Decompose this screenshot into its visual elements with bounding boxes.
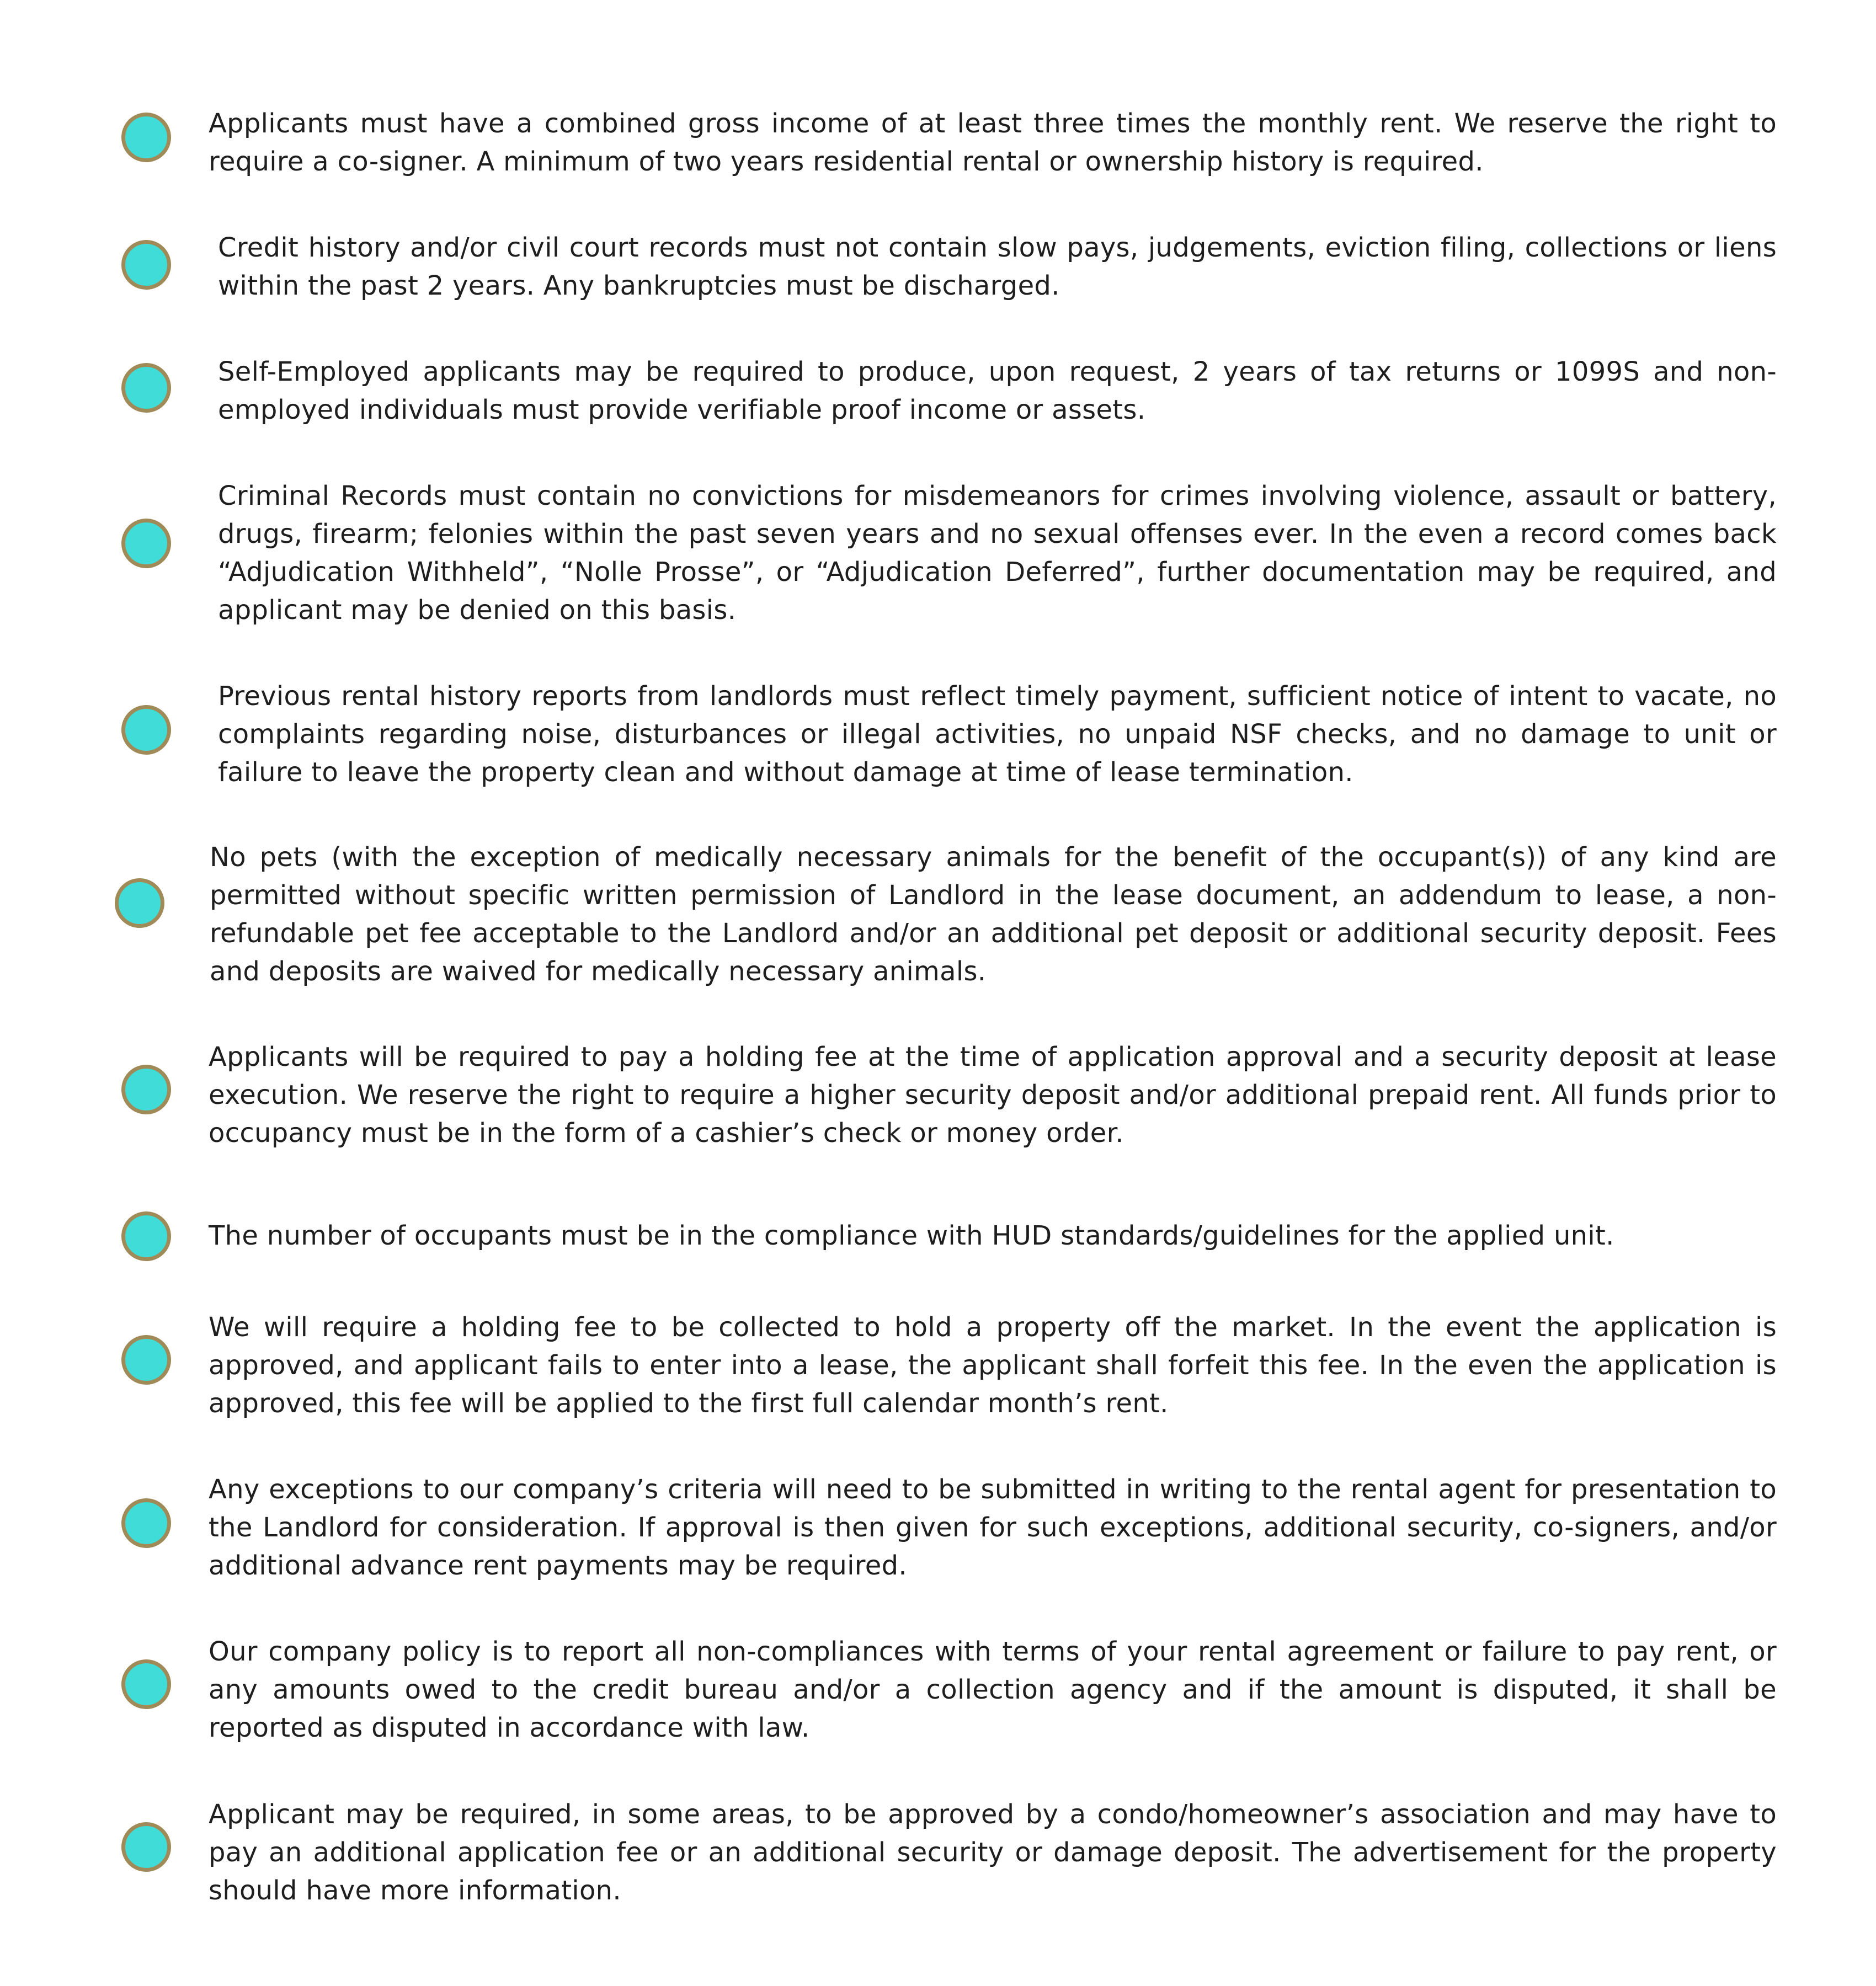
criteria-text: Criminal Records must contain no convictions for misdemeanors for crimes involving violence, assault or battery, drugs, firearm; felonies within the past seven years and no sexual offenses ever. In the even a record comes back “Adjudication Withheld”, “Nolle Prosse”, or “Adjudication Deferred”, further documentation may be required, and applicant may be denied on this basis. xyxy=(218,481,1777,626)
criteria-text: Credit history and/or civil court records must not contain slow pays, judgements, eviction filing, collections or liens within the past 2 years. Any bankruptcies must be discharged. xyxy=(218,232,1777,301)
criteria-text: Any exceptions to our company’s criteria will need to be submitted in writing to the rental agent for presentation to the Landlord for consideration. If approval is then given for such exceptions, additional security, co-signers, and/or additional advance rent payments may be required. xyxy=(209,1474,1777,1581)
bullet-icon xyxy=(121,1335,171,1385)
criteria-text: The number of occupants must be in the compliance with HUD standards/guidelines for the applied unit. xyxy=(209,1220,1614,1251)
criteria-text: No pets (with the exception of medically necessary animals for the benefit of the occupant(s)) of any kind are permitted without specific written permission of Landlord in the lease document, an addendum to lease, a non-refundable pet fee acceptable to the Landlord and/or an additional pet deposit or additional security deposit. Fees and deposits are waived for medically necessary animals. xyxy=(210,842,1777,987)
criteria-text: Self-Employed applicants may be required to produce, upon request, 2 years of tax returns or 1099S and non-employed individuals must provide verifiable proof income or assets. xyxy=(218,356,1777,425)
bullet-icon xyxy=(121,1659,171,1709)
bullet-icon xyxy=(121,1065,171,1114)
criteria-text: Applicants must have a combined gross income of at least three times the monthly rent. We reserve the right to require a co-signer. A minimum of two years residential rental or ownership history is required. xyxy=(209,108,1777,177)
criteria-text: Previous rental history reports from landlords must reflect timely payment, sufficient notice of intent to vacate, no complaints regarding noise, disturbances or illegal activities, no unpaid NSF checks, and no damage to unit or failure to leave the property clean and without damage at time of lease termination. xyxy=(218,681,1777,788)
bullet-icon xyxy=(121,113,171,162)
bullet-icon xyxy=(115,878,164,928)
bullet-icon xyxy=(121,1822,171,1872)
criteria-text: We will require a holding fee to be collected to hold a property off the market. In the event the application is approved, and applicant fails to enter into a lease, the applicant shall forfeit this fee. In the even the application is approved, this fee will be applied to the first full calendar month’s rent. xyxy=(209,1312,1777,1419)
bullet-icon xyxy=(121,363,171,413)
bullet-icon xyxy=(121,240,171,290)
bullet-icon xyxy=(121,519,171,568)
criteria-text: Applicant may be required, in some areas, to be approved by a condo/homeowner’s association and may have to pay an additional application fee or an additional security or damage deposit. The advertisement for the property should have more information. xyxy=(209,1799,1777,1906)
bullet-icon xyxy=(121,1211,171,1261)
criteria-text: Applicants will be required to pay a holding fee at the time of application approval and a security deposit at lease execution. We reserve the right to require a higher security deposit and/or additional prepaid rent. All funds prior to occupancy must be in the form of a cashier’s check or money order. xyxy=(209,1042,1777,1149)
bullet-icon xyxy=(121,1498,171,1548)
criteria-text: Our company policy is to report all non-compliances with terms of your rental agreement or failure to pay rent, or any amounts owed to the credit bureau and/or a collection agency and if the amount is disputed, it shall be reported as disputed in accordance with law. xyxy=(209,1636,1777,1743)
bullet-icon xyxy=(121,705,171,755)
